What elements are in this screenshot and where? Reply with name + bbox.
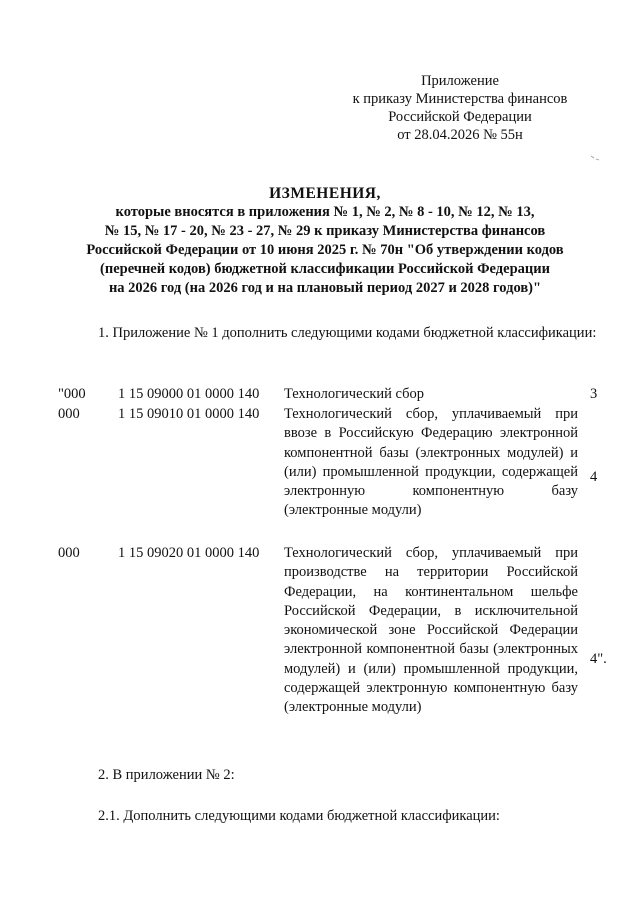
row-2-number: 4 (590, 469, 598, 485)
row-1-description: Технологический сбор (284, 386, 425, 402)
row-3-number: 4". (590, 651, 607, 667)
paragraph-2: 2. В приложении № 2: (98, 767, 235, 783)
title-line: на 2026 год (на 2026 год и на плановый период 2027 и 2028 годов)" (108, 280, 542, 296)
row-1-number: 3 (590, 386, 598, 402)
row-3-code1: 000 (58, 545, 80, 561)
document-header (340, 72, 580, 144)
row-3-code2: 1 15 09020 01 0000 140 (118, 545, 260, 561)
paragraph-3: 2.1. Дополнить следующими кодами бюджетной классификации: (98, 808, 500, 824)
row-2-code2: 1 15 09010 01 0000 140 (118, 406, 260, 422)
row-3-description: Технологический сбор, уплачиваемый при производстве на территории Российской Федерации, на континентальном шельфе Российской Федерации, в исключительной экономической зоне Российской Федерации электронной компонентной базы (электронных модулей) и (или) промышленной продукции, содержащей электронную компонентную базу (электронные модули) (284, 545, 578, 716)
row-2-code1: 000 (58, 406, 80, 422)
title-main: ИЗМЕНЕНИЯ, (269, 185, 381, 202)
header-line: к приказу Министерства финансов (352, 91, 568, 107)
paragraph-1: 1. Приложение № 1 дополнить следующими кодами бюджетной классификации: (98, 325, 597, 341)
row-1-code1: "000 (58, 386, 86, 402)
title-line: (перечней кодов) бюджетной классификации Российской Федерации (100, 261, 550, 277)
title-line: № 15, № 17 - 20, № 23 - 27, № 29 к приказу Министерства финансов (104, 223, 546, 239)
header-line: Приложение (421, 73, 499, 89)
document-title (60, 184, 590, 298)
title-line: которые вносятся в приложения № 1, № 2, № 8 - 10, № 12, № 13, (115, 204, 535, 220)
header-line: Российской Федерации (388, 109, 532, 125)
row-2-description: Технологический сбор, уплачиваемый при ввозе в Российскую Федерацию электронной компонентной базы (электронных модулей) и (или) промышленной продукции, содержащей электронную компонентную базу (электронные модули) (284, 406, 578, 519)
title-line: Российской Федерации от 10 июня 2025 г. № 70н "Об утверждении кодов (86, 242, 564, 258)
scan-speck (590, 155, 600, 161)
row-1-code2: 1 15 09000 01 0000 140 (118, 386, 260, 402)
header-date: от 28.04.2026 № 55н (397, 127, 523, 143)
